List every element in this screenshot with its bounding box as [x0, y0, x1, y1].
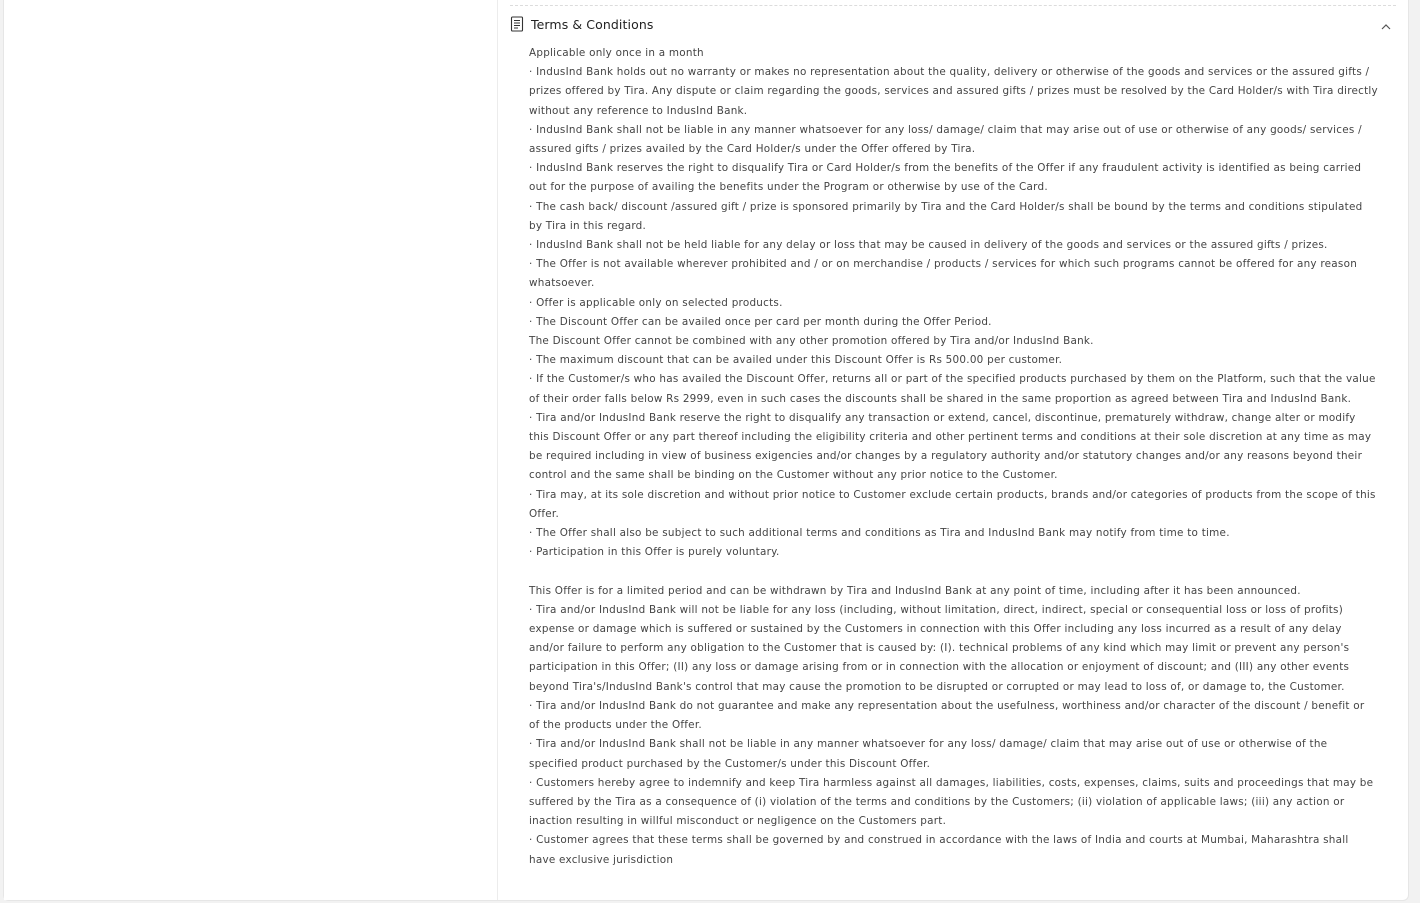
- terms-paragraph: · Participation in this Offer is purely voluntary.: [529, 546, 780, 559]
- page-container: [3, 0, 1409, 901]
- paragraph-spacer: [529, 562, 1378, 581]
- terms-paragraph: · Tira and/or IndusInd Bank reserve the right to disqualify any transaction or extend, cancel, discontinue, prematurely withdraw, change alter or modify this Discount Offer or any part thereof including the eligibility criteria and other pertinent terms and conditions at their sole discretion at any time as may be required including in view of business exigencies and/or changes by a regulatory authority and/or statutory changes and/or any reasons beyond their control and the same shall be binding on the Customer without any prior notice to the Customer.: [529, 411, 1372, 482]
- terms-paragraph: · Tira may, at its sole discretion and without prior notice to Customer exclude certain products, brands and/or categories of products from the scope of this Offer.: [529, 488, 1376, 520]
- section-divider: [510, 5, 1396, 6]
- terms-paragraph: · IndusInd Bank shall not be held liable for any delay or loss that may be caused in delivery of the goods and services or the assured gifts / prizes.: [529, 239, 1328, 252]
- terms-paragraph: The Discount Offer cannot be combined with any other promotion offered by Tira and/or IndusInd Bank.: [529, 335, 1094, 348]
- terms-paragraph: · Customers hereby agree to indemnify and keep Tira harmless against all damages, liabilities, costs, expenses, claims, suits and proceedings that may be suffered by the Tira as a consequence of (i) violation of the terms and conditions by the Customers; (ii) violation of applicable laws; (iii) any action or inaction resulting in willful misconduct or negligence on the Customers part.: [529, 776, 1374, 828]
- left-panel: [4, 0, 497, 900]
- terms-paragraph: · Tira and/or IndusInd Bank do not guarantee and make any representation about the usefulness, worthiness and/or character of the discount / benefit or of the products under the Offer.: [529, 699, 1365, 732]
- offer-details-panel: [498, 0, 1408, 900]
- document-icon: [510, 16, 524, 32]
- terms-paragraph: · The Discount Offer can be availed once per card per month during the Offer Period.: [529, 315, 992, 328]
- terms-paragraph: · Tira and/or IndusInd Bank will not be liable for any loss (including, without limitation, direct, indirect, special or consequential loss or loss of profits) expense or damage which is suffered or sustained by the Customers in connection with this Offer including any loss incurred as a result of any delay and/or failure to perform any obligation to the Customer that is caused by: (I). technical problems of any kind which may limit or prevent any person's participation in this Offer; (II) any loss or damage arising from or in connection with the allocation or enjoyment of discount; and (III) any other events beyond Tira's/IndusInd Bank's control that may cause the promotion to be disrupted or corrupted or may lead to loss of, or damage to, the Customer.: [529, 603, 1350, 693]
- terms-paragraph: · IndusInd Bank holds out no warranty or makes no representation about the quality, delivery or otherwise of the goods and services or the assured gifts / prizes offered by Tira. Any dispute or claim regarding the goods, services and assured gifts / prizes must be resolved by the Card Holder/s with Tira directly without any reference to IndusInd Bank.: [529, 66, 1378, 117]
- terms-paragraph: · The Offer shall also be subject to such additional terms and conditions as Tira and IndusInd Bank may notify from time to time.: [529, 527, 1230, 540]
- chevron-up-icon[interactable]: [1380, 17, 1392, 27]
- terms-title: Terms & Conditions: [531, 16, 654, 32]
- terms-paragraph: This Offer is for a limited period and can be withdrawn by Tira and IndusInd Bank at any point of time, including after it has been announced.: [529, 584, 1301, 597]
- terms-paragraph: · IndusInd Bank shall not be liable in any manner whatsoever for any loss/ damage/ claim that may arise out of use or otherwise of any goods/ services / assured gifts / prizes availed by the Card Holder/s under the Offer offered by Tira.: [529, 123, 1362, 156]
- terms-accordion-header[interactable]: [510, 14, 1392, 34]
- terms-paragraph: Applicable only once in a month: [529, 47, 704, 59]
- terms-paragraph: · The cash back/ discount /assured gift / prize is sponsored primarily by Tira and the Card Holder/s shall be bound by the terms and conditions stipulated by Tira in this regard.: [529, 200, 1363, 232]
- terms-paragraph: · Customer agrees that these terms shall be governed by and construed in accordance with the laws of India and courts at Mumbai, Maharashtra shall have exclusive jurisdiction: [529, 834, 1349, 866]
- terms-paragraph: · Offer is applicable only on selected products.: [529, 296, 783, 309]
- terms-paragraph: · The maximum discount that can be availed under this Discount Offer is Rs 500.00 per customer.: [529, 354, 1063, 367]
- terms-paragraph: · IndusInd Bank reserves the right to disqualify Tira or Card Holder/s from the benefits of the Offer if any fraudulent activity is identified as being carried out for the purpose of availing the benefits under the Program or otherwise by use of the Card.: [529, 162, 1362, 194]
- terms-paragraph: · The Offer is not available wherever prohibited and / or on merchandise / products / services for which such programs cannot be offered for any reason whatsoever.: [529, 258, 1358, 290]
- terms-paragraph: · Tira and/or IndusInd Bank shall not be liable in any manner whatsoever for any loss/ damage/ claim that may arise out of use or otherwise of the specified product purchased by the Customer/s under this Discount Offer.: [529, 738, 1328, 770]
- terms-body: [529, 44, 1378, 870]
- terms-paragraph: · If the Customer/s who has availed the Discount Offer, returns all or part of the specified products purchased by them on the Platform, such that the value of their order falls below Rs 2999, even in such cases the discounts shall be shared in the same proportion as agreed between Tira and IndusInd Bank.: [529, 373, 1376, 405]
